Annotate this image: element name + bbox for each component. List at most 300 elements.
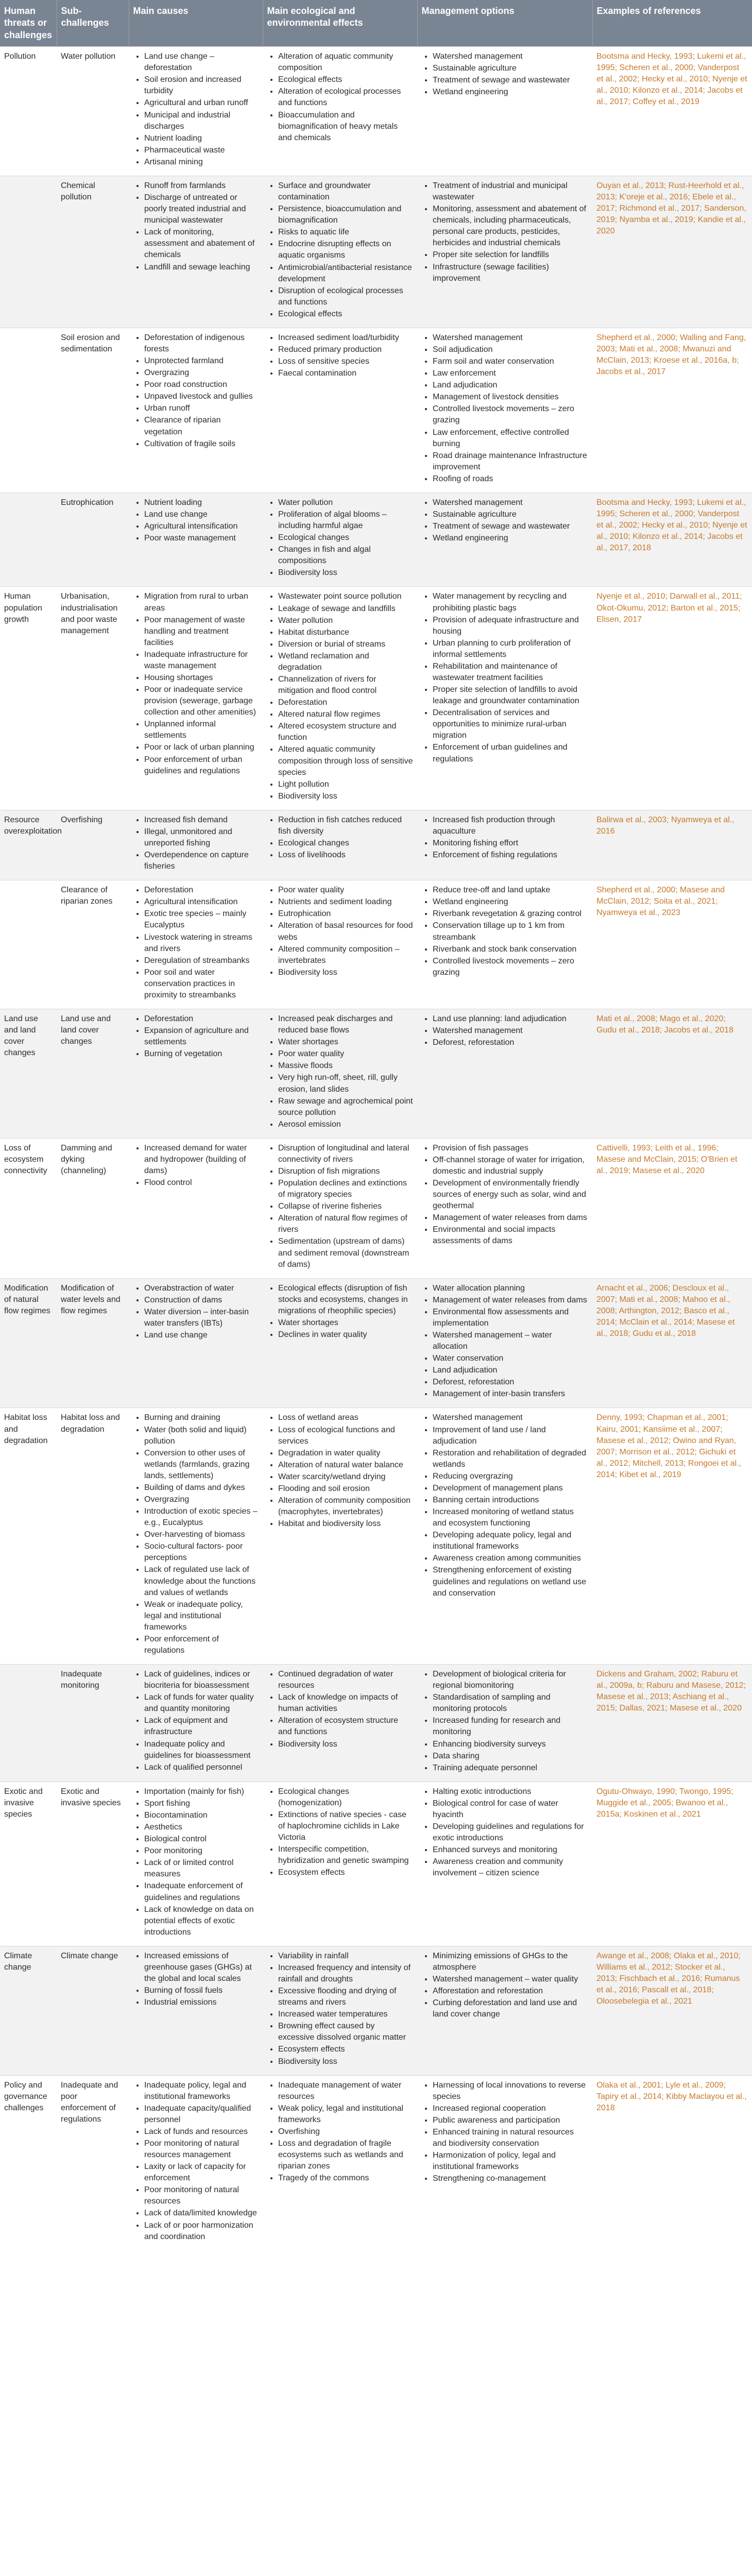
list-item: • Poor water quality (278, 885, 413, 896)
list-item: • Increased demand for water and hydropower (building of dams) (144, 1143, 259, 1177)
cell-causes-list (133, 1283, 259, 1341)
cell-threat: Pollution (0, 47, 57, 176)
list-item: • Burning of fossil fuels (144, 1985, 259, 1996)
list-item: • Changes in fish and algal compositions (278, 544, 413, 567)
list-item: • Channelization of rivers for mitigation and flood control (278, 674, 413, 697)
table-row (0, 810, 752, 880)
list-item: • Lack of or limited control measures (144, 1857, 259, 1880)
cell-effects-list (267, 180, 413, 320)
list-item: • Harmonization of policy, legal and institutional frameworks (433, 2150, 588, 2173)
list-item: • Inadequate capacity/qualified personnel (144, 2103, 259, 2126)
list-item: • Loss of wetland areas (278, 1412, 413, 1423)
list-item: • Proliferation of algal blooms – including harmful algae (278, 509, 413, 532)
list-item: • Loss of ecological functions and services (278, 1425, 413, 1447)
list-item: • Biocontamination (144, 1810, 259, 1821)
list-item: • Environmental flow assessments and implementation (433, 1307, 588, 1329)
cell-management-list (421, 591, 588, 765)
cell-management-list (421, 1412, 588, 1599)
cell-causes-list (133, 497, 259, 544)
list-item: • Poor or lack of urban planning (144, 742, 259, 753)
list-item: • Burning and draining (144, 1412, 259, 1423)
cell-causes (129, 1009, 263, 1139)
list-item: • Alteration of basal resources for food webs (278, 920, 413, 943)
list-item: • Increased peak discharges and reduced base flows (278, 1013, 413, 1036)
list-item: • Lack of equipment and infrastructure (144, 1715, 259, 1738)
list-item: • Collapse of riverine fisheries (278, 1201, 413, 1212)
list-item: • Poor soil and water conservation practices in proximity to streambanks (144, 967, 259, 1001)
list-item: • Biodiversity loss (278, 967, 413, 978)
list-item: • Proper site selection for landfills (433, 249, 588, 261)
cell-references (592, 1782, 752, 1946)
cell-causes-list (133, 1951, 259, 2008)
cell-sub-challenge: Exotic and invasive species (57, 1782, 129, 1946)
list-item: • Water conservation (433, 1353, 588, 1364)
list-item: • Treatment of sewage and wastewater (433, 521, 588, 532)
list-item: • Restoration and rehabilitation of degraded wetlands (433, 1448, 588, 1470)
cell-management-list (421, 332, 588, 485)
list-item: • Inadequate policy and guidelines for bioassessment (144, 1739, 259, 1761)
list-item: • Deregulation of streambanks (144, 955, 259, 967)
list-item: • Tragedy of the commons (278, 2173, 413, 2184)
list-item: • Poor monitoring of natural resources (144, 2184, 259, 2207)
cell-effects (263, 1946, 417, 2075)
cell-causes-list (133, 180, 259, 273)
reference-text: Dickens and Graham, 2002; Raburu et al., 2009a, b; Raburu and Masese, 2012; Masese et al., 2013; Aschiang et al., 2015; Dallas, 2021; Masese et al., 2020 (596, 1670, 746, 1713)
table-row (0, 880, 752, 1009)
cell-effects (263, 2075, 417, 2250)
reference-text: Ogutu-Ohwayo, 1990; Twongo, 1995; Muggide et al., 2005; Bwanoo et al., 2015a; Koskinen et al., 2021 (596, 1787, 733, 1819)
list-item: • Riverbank revegetation & grazing control (433, 908, 588, 920)
cell-threat (0, 493, 57, 587)
list-item: • Lack of qualified personnel (144, 1762, 259, 1773)
cell-effects (263, 880, 417, 1009)
cell-threat (0, 880, 57, 1009)
cell-effects (263, 1009, 417, 1139)
cell-causes-list (133, 1786, 259, 1938)
list-item: • Development of environmentally friendly sources of energy such as solar, wind and geothermal (433, 1178, 588, 1212)
list-item: • Raw sewage and agrochemical point source pollution (278, 1096, 413, 1118)
list-item: • Light pollution (278, 779, 413, 790)
list-item: • Wetland engineering (433, 87, 588, 98)
list-item: • Ecological effects (disruption of fish stocks and ecosystems, changes in migrations of rheophilic species) (278, 1283, 413, 1317)
table-body (0, 47, 752, 2250)
list-item: • Socio-cultural factors- poor perceptions (144, 1541, 259, 1564)
list-item: • Excessive flooding and drying of streams and rivers (278, 1986, 413, 2008)
header-main-causes: Main causes (129, 0, 263, 47)
list-item: • Sport fishing (144, 1798, 259, 1809)
list-item: • Alteration of ecological processes and functions (278, 86, 413, 109)
cell-effects (263, 1665, 417, 1782)
reference-text: Balirwa et al., 2003; Nyamweya et al., 2016 (596, 815, 734, 836)
list-item: • Ecosystem effects (278, 1867, 413, 1878)
table-row (0, 47, 752, 176)
list-item: • Increased regional cooperation (433, 2103, 588, 2114)
list-item: • Increased fish demand (144, 815, 259, 826)
list-item: • Provision of adequate infrastructure and housing (433, 615, 588, 637)
cell-effects-list (267, 1412, 413, 1530)
cell-sub-challenge: Water pollution (57, 47, 129, 176)
list-item: • Watershed management (433, 1025, 588, 1037)
list-item: • Antimicrobial/antibacterial resistance development (278, 262, 413, 285)
list-item: • Inadequate policy, legal and institutional frameworks (144, 2080, 259, 2103)
cell-effects (263, 1782, 417, 1946)
cell-effects (263, 1278, 417, 1408)
list-item: • Biodiversity loss (278, 2056, 413, 2067)
list-item: • Halting exotic introductions (433, 1786, 588, 1798)
list-item: • Management of livestock densities (433, 392, 588, 403)
list-item: • Watershed management – water quality (433, 1974, 588, 1985)
reference-text: Cattivelli, 1993; Leith et al., 1996; Masese and McClain, 2015; O'Brien et al., 2019; Masese et al., 2020 (596, 1143, 738, 1175)
cell-sub-challenge: Clearance of riparian zones (57, 880, 129, 1009)
list-item: • Overabstraction of water (144, 1283, 259, 1294)
list-item: • Deforestation (144, 1013, 259, 1025)
list-item: • Riverbank and stock bank conservation (433, 944, 588, 955)
list-item: • Browning effect caused by excessive dissolved organic matter (278, 2021, 413, 2043)
cell-sub-challenge: Soil erosion and sedimentation (57, 328, 129, 493)
list-item: • Inadequate enforcement of guidelines and regulations (144, 1880, 259, 1903)
list-item: • Increased fish production through aquaculture (433, 815, 588, 837)
reference-text: Bootsma and Hecky, 1993; Lukemi et al., 1995; Scheren et al., 2000; Vanderpost et al., 2002; Hecky et al., 2010; Nyenje et al., 2010; Kilonzo et al., 2014; Jacobs et al., 2017, 2018 (596, 498, 747, 553)
cell-causes-list (133, 332, 259, 450)
list-item: • Increased sediment load/turbidity (278, 332, 413, 344)
list-item: • Over-harvesting of biomass (144, 1529, 259, 1540)
cell-references (592, 1009, 752, 1139)
header-management: Management options (417, 0, 592, 47)
cell-effects-list (267, 332, 413, 379)
cell-causes-list (133, 885, 259, 1001)
table-row (0, 1138, 752, 1278)
cell-management (417, 587, 592, 810)
cell-references (592, 2075, 752, 2250)
table-row (0, 1009, 752, 1139)
list-item: • Weak policy, legal and institutional frameworks (278, 2103, 413, 2126)
cell-causes-list (133, 1412, 259, 1656)
list-item: • Agricultural and urban runoff (144, 97, 259, 109)
list-item: • Watershed management (433, 497, 588, 509)
reference-text: Arnacht et al., 2006; Descloux et al., 2007; Mati et al., 2008; Mahoo et al., 2008; Arthington, 2012; Basco et al., 2014; McClain et al., 2014; Masese et al., 2018; Gudu et al., 2018 (596, 1283, 735, 1338)
cell-references (592, 47, 752, 176)
cell-causes-list (133, 1669, 259, 1773)
list-item: • Lack of knowledge on impacts of human activities (278, 1692, 413, 1715)
table-row (0, 328, 752, 493)
cell-effects (263, 47, 417, 176)
list-item: • Water diversion – inter-basin water transfers (IBTs) (144, 1307, 259, 1329)
list-item: • Nutrient loading (144, 497, 259, 509)
list-item: • Land use change (144, 1330, 259, 1341)
list-item: • Lack of funds for water quality and quantity monitoring (144, 1692, 259, 1715)
header-effects: Main ecological and environmental effects (263, 0, 417, 47)
list-item: • Afforestation and reforestation (433, 1986, 588, 1997)
cell-effects (263, 328, 417, 493)
list-item: • Wastewater point source pollution (278, 591, 413, 602)
reference-text: Awange et al., 2008; Olaka et al., 2010; Williams et al., 2012; Stocker et al., 2013; Fischbach et al., 2016; Rumanus et al., 2016; Pascall et al., 2018; Oloosebelegia et al., 2021 (596, 1951, 741, 2006)
reference-text: Mati et al., 2008; Mago et al., 2020; Gudu et al., 2018; Jacobs et al., 2018 (596, 1014, 733, 1035)
list-item: • Strengthening enforcement of existing guidelines and regulations on wetland use and conservation (433, 1565, 588, 1599)
list-item: • Deforestation of indigenous forests (144, 332, 259, 355)
list-item: • Standardisation of sampling and monitoring protocols (433, 1692, 588, 1715)
list-item: • Infrastructure (sewage facilities) improvement (433, 262, 588, 284)
list-item: • Poor enforcement of regulations (144, 1634, 259, 1656)
cell-management (417, 810, 592, 880)
list-item: • Watershed management (433, 1412, 588, 1423)
list-item: • Enforcement of urban guidelines and regulations (433, 742, 588, 765)
list-item: • Management of inter-basin transfers (433, 1388, 588, 1400)
list-item: • Habitat disturbance (278, 627, 413, 638)
list-item: • Development of biological criteria for regional biomonitoring (433, 1669, 588, 1691)
cell-effects (263, 176, 417, 328)
cell-causes (129, 1782, 263, 1946)
list-item: • Water pollution (278, 497, 413, 509)
list-item: • Altered ecosystem structure and function (278, 721, 413, 743)
cell-sub-challenge: Land use and land cover changes (57, 1009, 129, 1139)
list-item: • Harnessing of local innovations to reverse species (433, 2080, 588, 2103)
list-item: • Proper site selection of landfills to avoid leakage and groundwater contamination (433, 684, 588, 707)
cell-causes (129, 47, 263, 176)
cell-references (592, 1278, 752, 1408)
list-item: • Industrial emissions (144, 1997, 259, 2008)
list-item: • Curbing deforestation and land use and land cover change (433, 1997, 588, 2020)
cell-management (417, 1665, 592, 1782)
cell-management-list (421, 1143, 588, 1247)
list-item: • Inadequate infrastructure for waste management (144, 649, 259, 672)
cell-references (592, 1946, 752, 2075)
list-item: • Interspecific competition, hybridization and genetic swamping (278, 1844, 413, 1867)
list-item: • Eutrophication (278, 908, 413, 920)
list-item: • Roofing of roads (433, 473, 588, 485)
list-item: • Data sharing (433, 1751, 588, 1762)
reference-text: Shepherd et al., 2000; Walling and Fang, 2003; Mati et al., 2008; Mwanuzi and McClain, 2013; Kroese et al., 2016a, b; Jacobs et al., 2017 (596, 333, 746, 377)
header-references: Examples of references (592, 0, 752, 47)
list-item: • Biological control for case of water hyacinth (433, 1798, 588, 1821)
list-item: • Loss of livelihoods (278, 850, 413, 861)
cell-threat: Exotic and invasive species (0, 1782, 57, 1946)
cell-threat: Policy and governance challenges (0, 2075, 57, 2250)
list-item: • Nutrient loading (144, 133, 259, 144)
list-item: • Poor road construction (144, 379, 259, 391)
cell-management-list (421, 51, 588, 98)
list-item: • Water allocation planning (433, 1283, 588, 1294)
cell-effects-list (267, 885, 413, 978)
list-item: • Reducing overgrazing (433, 1471, 588, 1482)
list-item: • Awareness creation and community involvement – citizen science (433, 1856, 588, 1879)
list-item: • Alteration of community composition (macrophytes, invertebrates) (278, 1495, 413, 1518)
list-item: • Disruption of longitudinal and lateral connectivity of rivers (278, 1143, 413, 1165)
list-item: • Monitoring, assessment and abatement of chemicals, including pharmaceuticals, personal care products, pesticides, herbicides and industrial chemicals (433, 204, 588, 249)
list-item: • Management of water releases from dams (433, 1212, 588, 1224)
list-item: • Watershed management (433, 332, 588, 344)
cell-references (592, 587, 752, 810)
cell-causes (129, 1278, 263, 1408)
list-item: • Agricultural intensification (144, 521, 259, 532)
cell-sub-challenge: Habitat loss and degradation (57, 1408, 129, 1665)
list-item: • Increased funding for research and monitoring (433, 1715, 588, 1738)
list-item: • Poor enforcement of urban guidelines and regulations (144, 754, 259, 777)
list-item: • Altered natural flow regimes (278, 709, 413, 720)
list-item: • Lack of monitoring, assessment and abatement of chemicals (144, 227, 259, 261)
list-item: • Aerosol emission (278, 1119, 413, 1130)
cell-effects-list (267, 815, 413, 861)
list-item: • Reduce tree-off and land uptake (433, 885, 588, 896)
list-item: • Biological control (144, 1834, 259, 1845)
cell-management-list (421, 1669, 588, 1774)
list-item: • Developing adequate policy, legal and institutional frameworks (433, 1530, 588, 1552)
cell-causes-list (133, 591, 259, 776)
list-item: • Farm soil and water conservation (433, 356, 588, 367)
list-item: • Developing guidelines and regulations for exotic introductions (433, 1821, 588, 1844)
list-item: • Overfishing (278, 2126, 413, 2138)
list-item: • Migration from rural to urban areas (144, 591, 259, 614)
list-item: • Faecal contamination (278, 368, 413, 379)
list-item: • Land use planning: land adjudication (433, 1013, 588, 1025)
list-item: • Water shortages (278, 1317, 413, 1329)
list-item: • Declines in water quality (278, 1329, 413, 1341)
cell-management-list (421, 1951, 588, 2020)
table-row (0, 1782, 752, 1946)
list-item: • Development of management plans (433, 1483, 588, 1494)
list-item: • Persistence, bioaccumulation and biomagnification (278, 204, 413, 226)
cell-sub-challenge: Urbanisation, industrialisation and poor waste management (57, 587, 129, 810)
cell-effects (263, 810, 417, 880)
list-item: • Watershed management – water allocation (433, 1330, 588, 1352)
list-item: • Enhanced training in natural resources and biodiversity conservation (433, 2127, 588, 2149)
list-item: • Overgrazing (144, 367, 259, 379)
list-item: • Land adjudication (433, 1365, 588, 1376)
list-item: • Off-channel storage of water for irrigation, domestic and industrial supply (433, 1155, 588, 1177)
list-item: • Biodiversity loss (278, 567, 413, 579)
cell-threat: Modification of natural flow regimes (0, 1278, 57, 1408)
list-item: • Law enforcement, effective controlled burning (433, 427, 588, 450)
cell-threat: Human population growth (0, 587, 57, 810)
reference-text: Shepherd et al., 2000; Masese and McClain, 2012; Soita et al., 2021; Nyamweya et al., 2023 (596, 886, 725, 918)
cell-effects-list (267, 1669, 413, 1750)
list-item: • Management of water releases from dams (433, 1295, 588, 1306)
list-item: • Municipal and industrial discharges (144, 110, 259, 132)
list-item: • Poor monitoring (144, 1845, 259, 1857)
cell-threat: Resource overexploitation (0, 810, 57, 880)
list-item: • Leakage of sewage and landfills (278, 603, 413, 615)
list-item: • Ecological changes (278, 838, 413, 849)
list-item: • Increased water temperatures (278, 2009, 413, 2020)
list-item: • Overgrazing (144, 1494, 259, 1505)
cell-references (592, 1665, 752, 1782)
list-item: • Ecological effects (278, 74, 413, 86)
cell-causes (129, 2075, 263, 2250)
list-item: • Poor or inadequate service provision (sewerage, garbage collection and other amenities) (144, 684, 259, 718)
list-item: • Loss and degradation of fragile ecosystems such as wetlands and riparian zones (278, 2138, 413, 2172)
list-item: • Surface and groundwater contamination (278, 180, 413, 203)
cell-management-list (421, 2080, 588, 2185)
list-item: • Lack of guidelines, indices or biocriteria for bioassessment (144, 1669, 259, 1691)
cell-causes (129, 176, 263, 328)
list-item: • Wetland engineering (433, 896, 588, 908)
list-item: • Very high run-off, sheet, rill, gully erosion, land slides (278, 1072, 413, 1095)
list-item: • Sustainable agriculture (433, 63, 588, 74)
cell-causes-list (133, 51, 259, 168)
cell-threat: Habitat loss and degradation (0, 1408, 57, 1665)
list-item: • Massive floods (278, 1060, 413, 1072)
list-item: • Pharmaceutical waste (144, 145, 259, 156)
table-row (0, 2075, 752, 2250)
list-item: • Increased frequency and intensity of rainfall and droughts (278, 1962, 413, 1985)
list-item: • Inadequate management of water resources (278, 2080, 413, 2103)
list-item: • Habitat and biodiversity loss (278, 1518, 413, 1530)
cell-causes (129, 810, 263, 880)
list-item: • Increased emissions of greenhouse gases (GHGs) at the global and local scales (144, 1951, 259, 1985)
list-item: • Water (both solid and liquid) pollution (144, 1425, 259, 1447)
cell-effects (263, 1138, 417, 1278)
list-item: • Reduction in fish catches reduced fish diversity (278, 815, 413, 837)
list-item: • Provision of fish passages (433, 1143, 588, 1154)
cell-management-list (421, 497, 588, 544)
reference-text: Bootsma and Hecky, 1993; Lukemi et al., 1995; Scheren et al., 2000; Vanderpost et al., 2002; Hecky et al., 2010; Nyenje et al., 2010; Kilonzo et al., 2014; Jacobs et al., 2017; Coffey et al., 2019 (596, 52, 747, 107)
list-item: • Conservation tillage up to 1 km from streambank (433, 920, 588, 943)
list-item: • Overdependence on capture fisheries (144, 850, 259, 872)
cell-causes (129, 587, 263, 810)
header-row (0, 0, 752, 47)
list-item: • Degradation in water quality (278, 1448, 413, 1459)
list-item: • Weak or inadequate policy, legal and institutional frameworks (144, 1599, 259, 1633)
list-item: • Lack of funds and resources (144, 2126, 259, 2138)
list-item: • Alteration of ecosystem structure and functions (278, 1715, 413, 1738)
list-item: • Water shortages (278, 1037, 413, 1048)
reference-text: Ouyan et al., 2013; Rust-Heerhold et al., 2013; K'oreje et al., 2016; Ebele et al., 2017; Richmond et al., 2017; Sanderson, 2019; Nyamba et al., 2019; Kandie et al., 2020 (596, 181, 746, 236)
list-item: • Controlled livestock movements – zero grazing (433, 403, 588, 426)
table-header (0, 0, 752, 47)
cell-causes (129, 493, 263, 587)
cell-effects (263, 1408, 417, 1665)
list-item: • Wetland reclamation and degradation (278, 651, 413, 673)
cell-references (592, 1408, 752, 1665)
list-item: • Biodiversity loss (278, 791, 413, 802)
list-item: • Population declines and extinctions of migratory species (278, 1178, 413, 1200)
reference-text: Olaka et al., 2001; Lyle et al., 2009; Tapiry et al., 2014; Kibby Maclayou et al., 2018 (596, 2080, 747, 2112)
list-item: • Altered community composition – invertebrates (278, 944, 413, 967)
list-item: • Construction of dams (144, 1295, 259, 1306)
list-item: • Nutrients and sediment loading (278, 896, 413, 908)
list-item: • Disruption of fish migrations (278, 1166, 413, 1177)
cell-management-list (421, 815, 588, 861)
list-item: • Conversion to other uses of wetlands (farmlands, grazing lands, settlements) (144, 1448, 259, 1482)
header-sub-challenges: Sub-challenges (57, 0, 129, 47)
table-row (0, 1946, 752, 2075)
list-item: • Risks to aquatic life (278, 227, 413, 238)
cell-management (417, 1138, 592, 1278)
table-row (0, 176, 752, 328)
cell-management-list (421, 1786, 588, 1879)
list-item: • Lack of knowledge on data on potential effects of exotic introductions (144, 1904, 259, 1938)
list-item: • Extinctions of native species - case of haplochromine cichlids in Lake Victoria (278, 1809, 413, 1843)
list-item: • Land adjudication (433, 380, 588, 391)
cell-management-list (421, 1283, 588, 1400)
reference-text: Denny, 1993; Chapman et al., 2001; Kairu, 2001; Kansiime et al., 2007; Masese et al., 2012; Owino and Ryan, 2007; Morrison et al., 2012; Gichuki et al., 2012; Mitchell, 2013; Rongoei et al., 2014; Kibet et al., 2019 (596, 1413, 742, 1479)
reference-text: Nyenje et al., 2010; Darwall et al., 2011; Okot-Okumu, 2012; Barton et al., 2015; Elisen, 2017 (596, 592, 742, 624)
list-item: • Rehabilitation and maintenance of wastewater treatment facilities (433, 661, 588, 684)
list-item: • Illegal, unmonitored and unreported fishing (144, 826, 259, 849)
cell-threat (0, 176, 57, 328)
list-item: • Introduction of exotic species – e.g., Eucalyptus (144, 1506, 259, 1529)
cell-management (417, 328, 592, 493)
cell-management (417, 1782, 592, 1946)
list-item: • Wetland engineering (433, 533, 588, 544)
cell-references (592, 1138, 752, 1278)
cell-management (417, 1009, 592, 1139)
list-item: • Flood control (144, 1177, 259, 1189)
list-item: • Watershed management (433, 51, 588, 62)
list-item: • Alteration of natural flow regimes of rivers (278, 1213, 413, 1235)
list-item: • Enhanced surveys and monitoring (433, 1844, 588, 1856)
list-item: • Expansion of agriculture and settlements (144, 1025, 259, 1048)
list-item: • Enhancing biodiversity surveys (433, 1739, 588, 1750)
